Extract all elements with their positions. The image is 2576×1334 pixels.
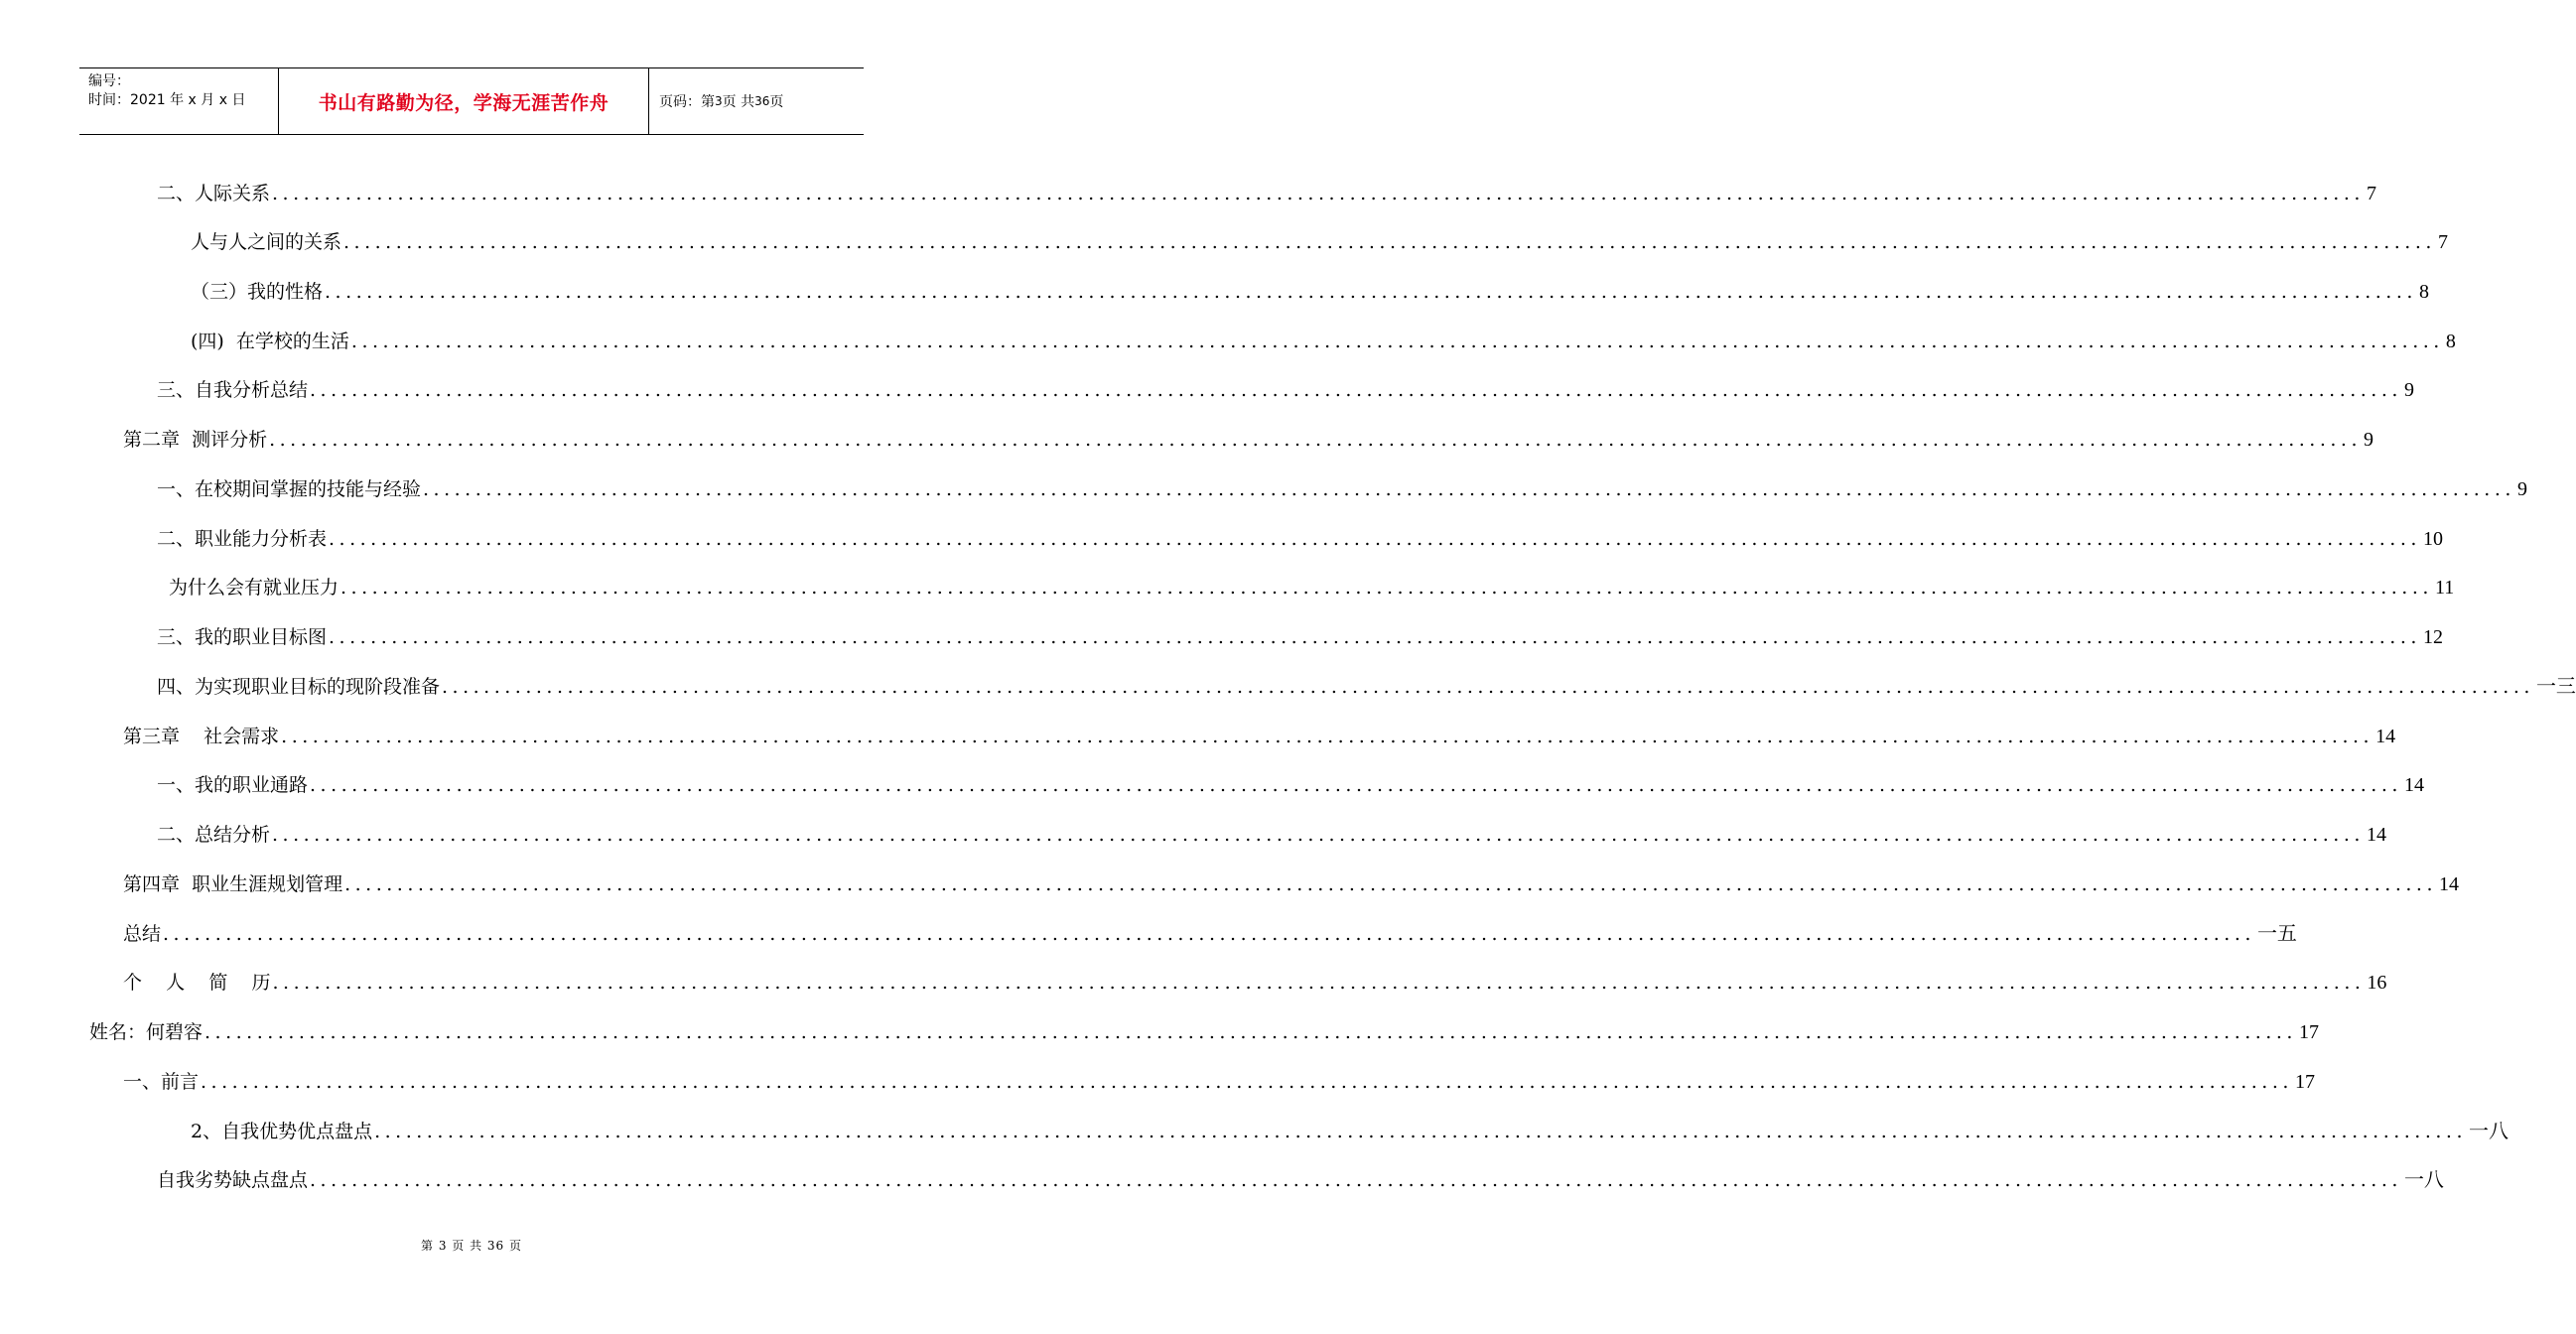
toc-entry[interactable] [169, 573, 2455, 602]
toc-entry-page: 9 [2516, 478, 2527, 500]
toc-entry-title: 2、自我优势优点盘点 [191, 1121, 373, 1142]
document-date: 时间：2021 年 x 月 x 日 [88, 92, 246, 108]
toc-entry-title: 二、人际关系 [157, 183, 271, 204]
toc-entry-title: (四) 在学校的生活 [191, 331, 349, 352]
toc-entry-page: 14 [2439, 873, 2460, 895]
toc-entry-title: 姓名：何碧容 [89, 1021, 203, 1043]
header-motto: 书山有路勤为径，学海无涯苦作舟 [318, 91, 610, 114]
toc-entry-page: 9 [2403, 379, 2414, 401]
toc-entry[interactable] [157, 179, 2376, 208]
toc-leader-dots: ........................................................................................................................................................................................................ [325, 281, 2417, 303]
page-mid-label: 页 共 [722, 94, 755, 110]
toc-entry[interactable] [157, 770, 2424, 800]
header-motto-cell [278, 68, 649, 134]
toc-leader-dots: ........................................................................................................................................................................................................ [344, 873, 2438, 895]
toc-entry[interactable] [123, 722, 2396, 751]
toc-entry-page: 12 [2422, 626, 2443, 648]
toc-entry-title: 第三章 社会需求 [123, 726, 280, 747]
toc-entry-title: 三、我的职业目标图 [157, 626, 328, 648]
toc-entry-page: 10 [2422, 528, 2443, 550]
toc-leader-dots: ........................................................................................................................................................................................................ [310, 1169, 2402, 1191]
toc-entry-title: 人与人之间的关系 [191, 231, 342, 253]
toc-entry-page: 17 [2294, 1071, 2315, 1093]
toc-entry-title: 二、总结分析 [157, 824, 271, 846]
toc-entry-page: 11 [2434, 577, 2455, 599]
toc-entry[interactable] [157, 1165, 2444, 1195]
toc-leader-dots: ........................................................................................................................................................................................................ [163, 923, 2255, 945]
header-meta [79, 68, 278, 134]
toc-leader-dots: ........................................................................................................................................................................................................ [343, 231, 2436, 253]
toc-entry-page: 7 [2437, 231, 2448, 253]
page-header [79, 67, 864, 135]
toc-leader-dots: ........................................................................................................................................................................................................ [272, 183, 2365, 204]
toc-entry-page: 17 [2298, 1021, 2319, 1043]
toc-entry[interactable] [89, 1017, 2319, 1047]
toc-entry[interactable] [123, 968, 2387, 998]
toc-entry[interactable] [191, 227, 2448, 257]
toc-entry-title: 四、为实现职业目标的现阶段准备 [157, 676, 441, 698]
toc-leader-dots: ........................................................................................................................................................................................................ [281, 726, 2374, 747]
toc-leader-dots: ........................................................................................................................................................................................................ [442, 676, 2534, 698]
toc-entry[interactable] [123, 1067, 2315, 1097]
toc-entry-title: 二、职业能力分析表 [157, 528, 328, 550]
toc-entry-page: 一三 [2535, 676, 2576, 698]
toc-entry-title: 为什么会有就业压力 [169, 577, 339, 599]
toc-entry[interactable] [123, 919, 2297, 949]
toc-entry[interactable] [191, 327, 2456, 356]
toc-leader-dots: ........................................................................................................................................................................................................ [310, 379, 2402, 401]
toc-entry[interactable] [157, 474, 2527, 504]
toc-entry[interactable] [157, 672, 2576, 702]
toc-leader-dots: ........................................................................................................................................................................................................ [374, 1121, 2468, 1142]
page-current: 3 [715, 94, 723, 108]
toc-entry-page: 9 [2364, 429, 2374, 451]
toc-entry-page: 14 [2403, 774, 2424, 796]
toc-entry-page: 8 [2418, 281, 2429, 303]
toc-leader-dots: ........................................................................................................................................................................................................ [272, 972, 2366, 994]
toc-entry[interactable] [157, 622, 2443, 652]
toc-entry[interactable] [123, 425, 2374, 455]
toc-entry[interactable] [157, 375, 2414, 405]
toc-entry-title: 总结 [123, 923, 162, 945]
document-number-label: 编号： [88, 73, 130, 89]
toc-leader-dots: ........................................................................................................................................................................................................ [201, 1071, 2293, 1093]
toc-leader-dots: ........................................................................................................................................................................................................ [310, 774, 2402, 796]
toc-entry-title: 第四章 职业生涯规划管理 [123, 873, 343, 895]
header-page-info [649, 68, 864, 134]
toc-entry-title: 自我劣势缺点盘点 [157, 1169, 309, 1191]
toc-entry[interactable] [157, 820, 2386, 850]
page-footer: 第 3 页 共 36 页 [421, 1239, 522, 1253]
toc-entry-page: 14 [2375, 726, 2396, 747]
toc-entry-page: 一八 [2469, 1121, 2509, 1142]
toc-entry-page: 一八 [2403, 1169, 2444, 1191]
toc-entry-page: 7 [2366, 183, 2376, 204]
page-total: 36 [754, 94, 770, 108]
toc-entry[interactable] [191, 1117, 2509, 1146]
toc-leader-dots: ........................................................................................................................................................................................................ [329, 626, 2421, 648]
toc-entry[interactable] [123, 869, 2460, 899]
toc-entry-title: 一、前言 [123, 1071, 200, 1093]
toc-entry[interactable] [191, 277, 2429, 307]
toc-leader-dots: ........................................................................................................................................................................................................ [204, 1021, 2297, 1043]
toc-entry-page: 一五 [2256, 923, 2297, 945]
toc-leader-dots: ........................................................................................................................................................................................................ [423, 478, 2515, 500]
toc-entry-title: 一、在校期间掌握的技能与经验 [157, 478, 422, 500]
page-label: 页码：第 [659, 94, 715, 110]
page-end-label: 页 [769, 94, 784, 110]
toc-entry-title: （三）我的性格 [191, 281, 324, 303]
toc-entry-title: 三、自我分析总结 [157, 379, 309, 401]
toc-entry[interactable] [157, 524, 2443, 554]
toc-leader-dots: ........................................................................................................................................................................................................ [350, 331, 2444, 352]
toc-leader-dots: ........................................................................................................................................................................................................ [272, 824, 2365, 846]
toc-entry-page: 16 [2367, 972, 2387, 994]
toc-entry-title: 第二章 测评分析 [123, 429, 268, 451]
toc-leader-dots: ........................................................................................................................................................................................................ [329, 528, 2421, 550]
toc-leader-dots: ........................................................................................................................................................................................................ [269, 429, 2363, 451]
toc-entry-title: 个 人 简 历 [123, 972, 271, 994]
toc-entry-title: 一、我的职业通路 [157, 774, 309, 796]
toc-leader-dots: ........................................................................................................................................................................................................ [340, 577, 2433, 599]
toc-entry-page: 14 [2366, 824, 2386, 846]
toc-entry-page: 8 [2445, 331, 2456, 352]
